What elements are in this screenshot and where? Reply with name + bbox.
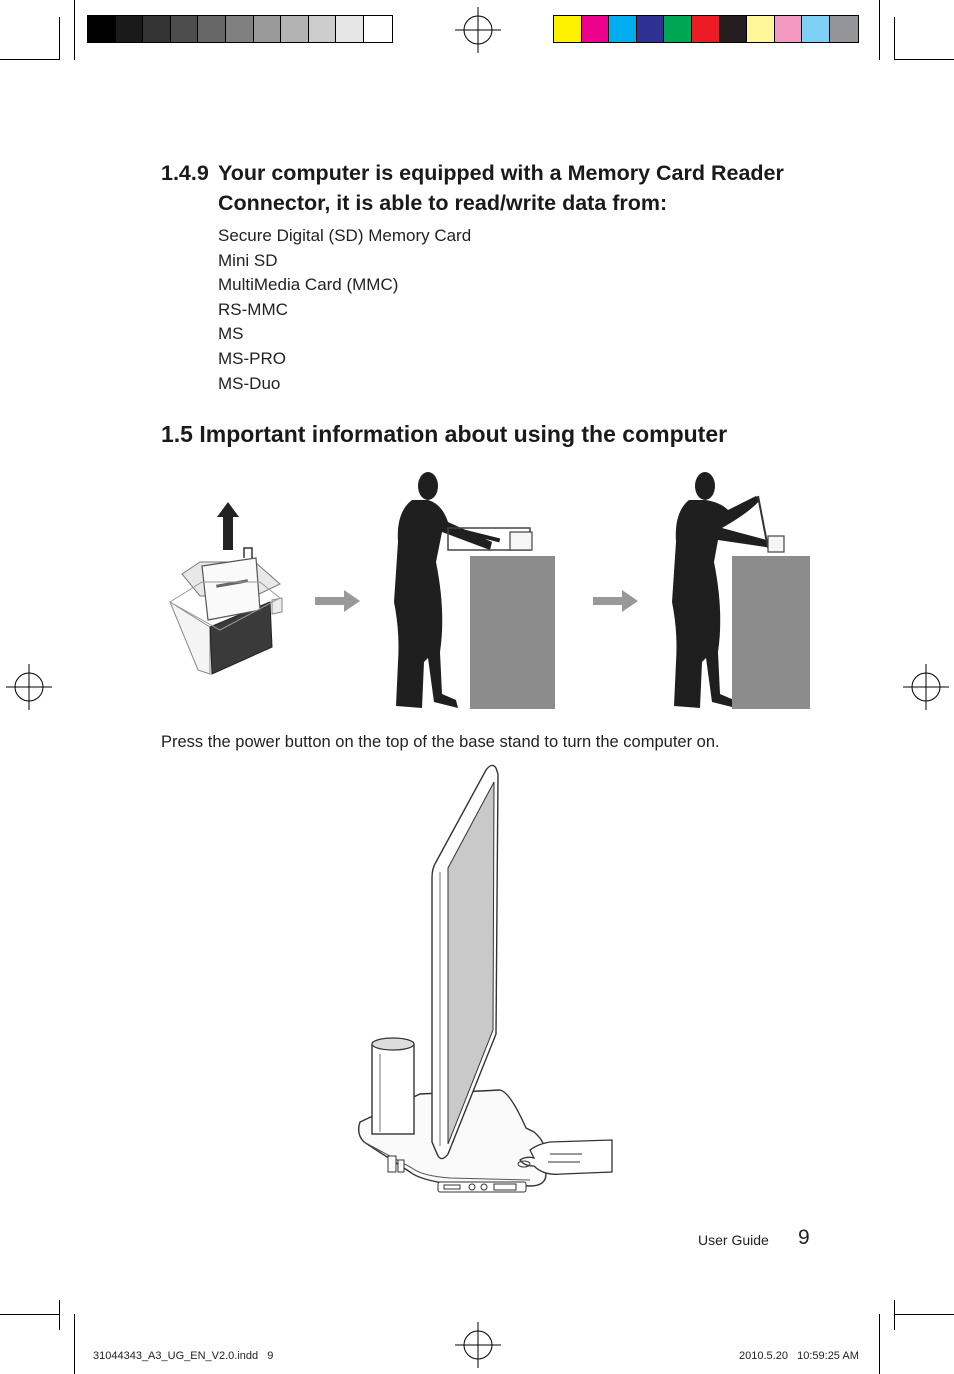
footer-label: User Guide	[698, 1232, 769, 1248]
list-item: MultiMedia Card (MMC)	[218, 275, 399, 295]
section-149-title: Your computer is equipped with a Memory Card Reader Connector, it is able to read/write data from:	[218, 161, 784, 215]
registration-mark-left-icon	[6, 664, 52, 710]
process-swatch	[802, 16, 830, 42]
list-item: MS-Duo	[218, 373, 281, 393]
slug-file: 31044343_A3_UG_EN_V2.0.indd 9	[93, 1350, 274, 1362]
process-swatch	[554, 16, 582, 42]
setup-illustration	[160, 462, 820, 714]
registration-mark-right-icon	[903, 664, 949, 710]
list-item: Secure Digital (SD) Memory Card	[218, 226, 472, 245]
grayscale-swatch	[88, 16, 116, 42]
crop-mark-tl-h	[0, 59, 60, 60]
process-swatch	[747, 16, 775, 42]
crop-mark-tl-v2	[59, 17, 60, 60]
list-item: RS-MMC	[218, 299, 288, 319]
grayscale-swatch	[198, 16, 226, 42]
process-swatch	[775, 16, 803, 42]
table-block	[732, 556, 810, 709]
grayscale-swatch	[254, 16, 282, 42]
grayscale-swatch	[171, 16, 199, 42]
section-149-number: 1.4.9	[161, 161, 209, 185]
crop-mark-tr-v	[879, 0, 880, 60]
crop-mark-br-h	[894, 1314, 954, 1315]
process-swatch	[720, 16, 748, 42]
grayscale-swatch	[116, 16, 144, 42]
crop-mark-tr-h	[894, 59, 954, 60]
crop-mark-br-v	[879, 1314, 880, 1374]
registration-mark-top-icon	[455, 7, 501, 53]
crop-mark-bl-v2	[59, 1300, 60, 1330]
process-swatch	[664, 16, 692, 42]
arrow-right-icon	[315, 590, 360, 612]
crop-mark-bl-h	[0, 1314, 60, 1315]
process-swatch	[637, 16, 665, 42]
slug-timestamp: 2010.5.20 10:59:25 AM	[739, 1350, 859, 1362]
crop-mark-bl-v	[74, 1314, 75, 1374]
crop-mark-br-v2	[894, 1300, 895, 1330]
memory-card-list	[218, 224, 471, 396]
grayscale-swatch	[364, 16, 392, 42]
grayscale-swatch	[309, 16, 337, 42]
grayscale-swatch	[143, 16, 171, 42]
process-swatch	[582, 16, 610, 42]
page-number: 9	[798, 1226, 810, 1249]
list-item: Mini SD	[218, 250, 278, 270]
grayscale-swatch	[281, 16, 309, 42]
process-swatch	[830, 16, 858, 42]
grayscale-color-bar	[87, 15, 393, 43]
list-item: MS-PRO	[218, 348, 286, 368]
lift-arrow-icon	[217, 502, 239, 550]
grayscale-swatch	[226, 16, 254, 42]
list-item: MS	[218, 324, 244, 344]
grayscale-swatch	[336, 16, 364, 42]
power-on-instruction: Press the power button on the top of the base stand to turn the computer on.	[161, 733, 720, 751]
process-swatch	[692, 16, 720, 42]
process-color-bar	[553, 15, 859, 43]
crop-mark-tr-v2	[894, 17, 895, 60]
all-in-one-computer-illustration	[350, 762, 620, 1202]
section-15-heading: 1.5 Important information about using the computer	[161, 421, 728, 447]
registration-mark-bottom-icon	[455, 1322, 501, 1368]
process-swatch	[609, 16, 637, 42]
table-block	[470, 556, 555, 709]
shipping-box-icon	[170, 548, 282, 674]
arrow-right-icon	[593, 590, 638, 612]
crop-mark-tl-v	[74, 0, 75, 60]
